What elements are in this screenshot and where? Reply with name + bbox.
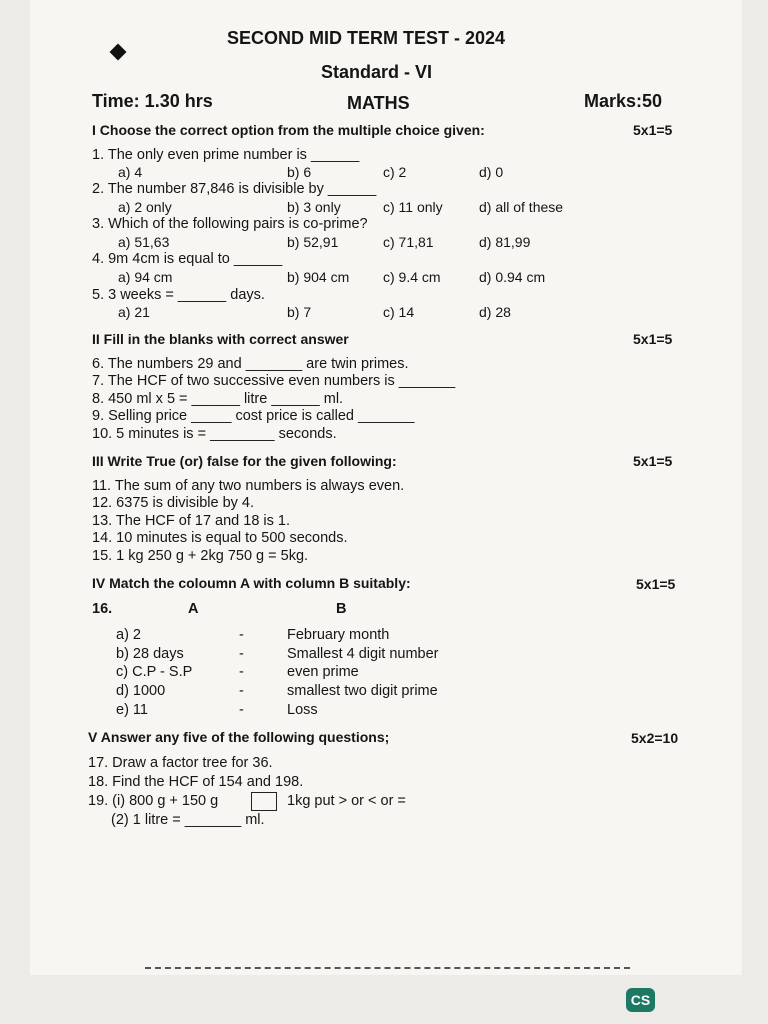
section-3-marks: 5x1=5 xyxy=(633,453,673,469)
option: a) 51,63 xyxy=(118,234,170,250)
match-dash: - xyxy=(239,646,244,662)
question-17: 17. Draw a factor tree for 36. xyxy=(88,755,273,771)
fill-blank-9: 9. Selling price _____ cost price is called _______ xyxy=(92,408,415,424)
option: c) 9.4 cm xyxy=(383,269,441,285)
question-5: 5. 3 weeks = ______ days. xyxy=(92,287,265,303)
true-false-13: 13. The HCF of 17 and 18 is 1. xyxy=(92,513,291,529)
true-false-14: 14. 10 minutes is equal to 500 seconds. xyxy=(92,530,348,546)
match-row-b: February month xyxy=(287,627,390,643)
option: d) 28 xyxy=(479,304,511,320)
option: b) 3 only xyxy=(287,199,341,215)
option: c) 14 xyxy=(383,304,415,320)
question-2: 2. The number 87,846 is divisible by ______ xyxy=(92,181,377,197)
match-dash: - xyxy=(239,627,244,643)
match-dash: - xyxy=(239,702,244,718)
match-row-a: d) 1000 xyxy=(116,683,166,699)
option: d) all of these xyxy=(479,199,564,215)
option: a) 4 xyxy=(118,164,143,180)
option: b) 52,91 xyxy=(287,234,339,250)
question-19-part-2: (2) 1 litre = _______ ml. xyxy=(111,812,265,828)
subject-label: MATHS xyxy=(347,93,410,113)
section-4-marks: 5x1=5 xyxy=(636,576,676,592)
match-row-b: Smallest 4 digit number xyxy=(287,646,439,662)
question-4: 4. 9m 4cm is equal to ______ xyxy=(92,251,283,267)
fill-blank-7: 7. The HCF of two successive even numbers is _______ xyxy=(92,373,456,389)
match-row-a: e) 11 xyxy=(116,702,148,718)
section-2-title: II Fill in the blanks with correct answer xyxy=(92,331,349,347)
option: b) 904 cm xyxy=(287,269,350,285)
match-row-a: a) 2 xyxy=(116,627,141,643)
answer-box xyxy=(251,792,277,811)
section-1-title: I Choose the correct option from the multiple choice given: xyxy=(92,122,485,138)
match-row-b: smallest two digit prime xyxy=(287,683,438,699)
question-3: 3. Which of the following pairs is co-prime? xyxy=(92,216,368,232)
time-label: Time: 1.30 hrs xyxy=(92,91,213,111)
section-5-title: V Answer any five of the following questions; xyxy=(88,729,390,745)
match-row-a: b) 28 days xyxy=(116,646,184,662)
match-number: 16. xyxy=(92,601,113,617)
section-5-marks: 5x2=10 xyxy=(631,730,679,746)
option: a) 21 xyxy=(118,304,150,320)
scanner-logo-icon: CS xyxy=(626,988,655,1012)
fill-blank-6: 6. The numbers 29 and _______ are twin primes. xyxy=(92,356,409,372)
option: a) 94 cm xyxy=(118,269,173,285)
column-a-header: A xyxy=(188,601,199,617)
match-row-a: c) C.P - S.P xyxy=(116,664,193,680)
standard-label: Standard - VI xyxy=(321,62,433,82)
match-row-b: even prime xyxy=(287,664,359,680)
option: b) 7 xyxy=(287,304,312,320)
option: c) 2 xyxy=(383,164,407,180)
section-3-title: III Write True (or) false for the given following: xyxy=(92,453,397,469)
question-19-comparison: 1kg put > or < or = xyxy=(287,793,406,809)
match-row-b: Loss xyxy=(287,702,318,718)
exam-title: SECOND MID TERM TEST - 2024 xyxy=(227,28,506,48)
option: d) 0.94 cm xyxy=(479,269,546,285)
match-dash: - xyxy=(239,683,244,699)
option: d) 81,99 xyxy=(479,234,531,250)
fill-blank-8: 8. 450 ml x 5 = ______ litre ______ ml. xyxy=(92,391,344,407)
true-false-15: 15. 1 kg 250 g + 2kg 750 g = 5kg. xyxy=(92,548,309,564)
question-18: 18. Find the HCF of 154 and 198. xyxy=(88,774,304,790)
option: c) 71,81 xyxy=(383,234,434,250)
option: b) 6 xyxy=(287,164,312,180)
marks-label: Marks:50 xyxy=(584,91,663,111)
fill-blank-10: 10. 5 minutes is = ________ seconds. xyxy=(92,426,337,442)
column-b-header: B xyxy=(336,601,347,617)
option: c) 11 only xyxy=(383,199,443,215)
section-4-title: IV Match the coloumn A with column B suitably: xyxy=(92,575,411,591)
option: a) 2 only xyxy=(118,199,172,215)
true-false-11: 11. The sum of any two numbers is always even. xyxy=(92,478,405,494)
section-1-marks: 5x1=5 xyxy=(633,122,673,138)
section-2-marks: 5x1=5 xyxy=(633,331,673,347)
question-19-part-1: 19. (i) 800 g + 150 g xyxy=(88,793,219,809)
bottom-dashed-line xyxy=(145,967,630,969)
match-dash: - xyxy=(239,664,244,680)
true-false-12: 12. 6375 is divisible by 4. xyxy=(92,495,255,511)
question-1: 1. The only even prime number is ______ xyxy=(92,147,360,163)
option: d) 0 xyxy=(479,164,504,180)
